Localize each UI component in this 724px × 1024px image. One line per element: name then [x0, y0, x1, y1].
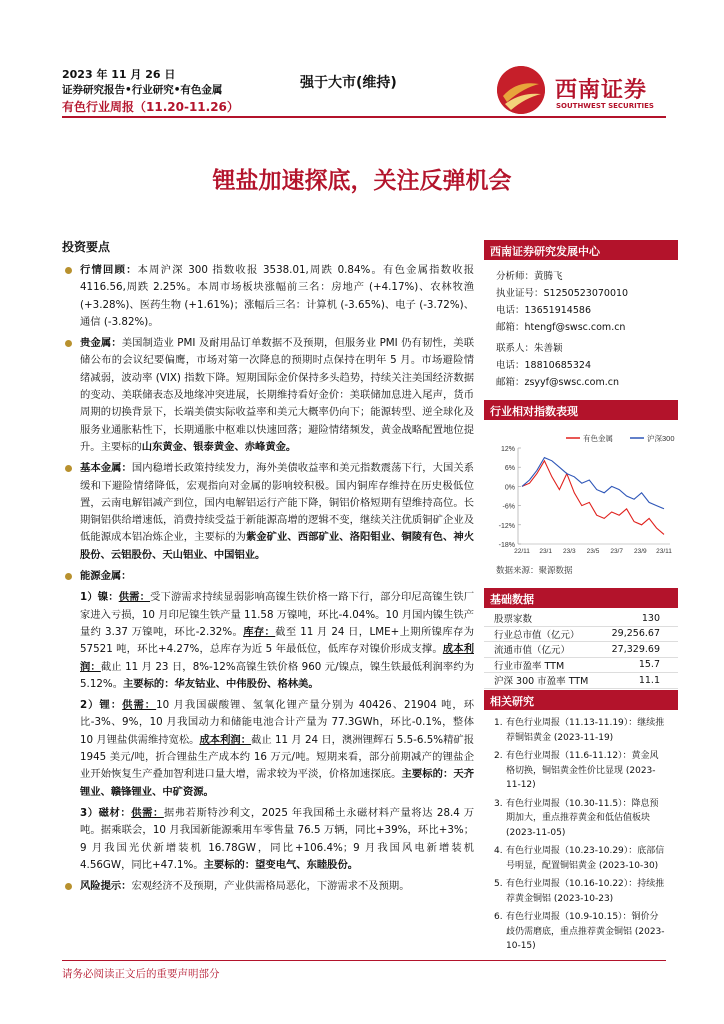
x-tick-label: 23/3: [563, 548, 576, 555]
bullet-icon: [65, 573, 72, 580]
bullet-icon: [65, 267, 72, 274]
related-title[interactable]: 有色行业周报（10.30-11.5）：降息预期加大，重点推荐黄金和低估值板块 (2023-11-05): [506, 798, 659, 838]
sidebar-head-basic: 基础数据: [484, 588, 678, 608]
related-research-item[interactable]: [484, 797, 678, 841]
section-title: 投资要点: [62, 240, 111, 254]
sidebar-head-research-center: 西南证券研究发展中心: [484, 240, 678, 260]
company-logo-icon: [497, 66, 545, 114]
basic-data-value: 130: [641, 612, 660, 624]
x-tick-label: 23/9: [634, 548, 647, 555]
sub-magnet: 3）磁材：供需：据弗若斯特沙利文，2025 年我国稀土永磁材料产量将达 28.4 万吨。据乘联会，10 月我国新能源乘用车零售量 76.5 万辆，同比+39%，环比+3%；9 月我国光伏新增装机 16.78GW，同比+106.4%；9 月我国风电新增装机 4.56GW，同比+47.1%。主要标的：望变电气、东睦股份。: [80, 806, 475, 871]
basic-data-key: 行业总市值（亿元）: [494, 629, 580, 641]
legend-label: 沪深300: [647, 434, 675, 443]
related-number: 4.: [494, 846, 503, 856]
sidebar-head-chart: 行业相对指数表现: [484, 400, 678, 420]
report-date: 2023 年 11 月 26 日: [62, 68, 176, 81]
x-tick-label: 23/7: [610, 548, 623, 555]
point-energy-metals: [62, 568, 474, 585]
sidebar-basic-data: [484, 588, 678, 689]
analyst-phone: 电话：13651914586: [496, 305, 591, 316]
basic-data-row: [484, 673, 678, 689]
company-logo-text: 西南证券: [555, 77, 648, 103]
related-research-item[interactable]: [484, 716, 678, 745]
basic-data-value: 29,256.67: [611, 628, 660, 640]
analyst-email: 邮箱：htengf@swsc.com.cn: [496, 322, 626, 333]
disclaimer-note[interactable]: 请务必阅读正文后的重要声明部分: [62, 968, 220, 980]
basic-data-key: 股票家数: [494, 614, 533, 626]
sidebar-head-related: 相关研究: [484, 690, 678, 710]
industry-rating: 强于大市(维持): [300, 75, 397, 91]
bullet-icon: [65, 883, 72, 890]
y-tick-label: 0%: [504, 484, 515, 492]
related-research-item[interactable]: [484, 910, 678, 954]
footer-divider: [62, 960, 666, 961]
point-market-review: [62, 262, 474, 331]
legend-label: 有色金属: [583, 434, 613, 443]
report-type: 证券研究报告•行业研究•有色金属: [62, 84, 223, 96]
targets-label: 主要标的: [100, 440, 142, 453]
sidebar-related: [484, 690, 678, 958]
point-precious-metals: [62, 335, 474, 456]
related-number: 2.: [494, 751, 503, 761]
basic-data-key: 行业市盈率 TTM: [494, 660, 565, 672]
related-research-item[interactable]: [484, 877, 678, 906]
point-text: 宏观经济不及预期，产业供需格局恶化，下游需求不及预期。: [131, 880, 410, 893]
basic-data-row: [484, 627, 678, 643]
report-title: 锂盐加速探底，关注反弹机会: [212, 168, 512, 194]
relative-index-chart: [484, 420, 678, 560]
point-risk: [62, 878, 474, 895]
related-number: 3.: [494, 798, 503, 809]
contact-phone: 电话：18810685324: [496, 360, 591, 371]
basic-data-value: 11.1: [638, 674, 660, 686]
basic-data-row: [484, 611, 678, 627]
related-number: 1.: [494, 718, 503, 728]
related-title[interactable]: 有色行业周报（11.6-11.12）：黄金风格切换，铜铝黄金性价比显现 (2023-11-12): [506, 751, 659, 790]
chart-source: 数据来源：聚源数据: [496, 566, 573, 576]
related-title[interactable]: 有色行业周报（10.23-10.29）：底部信号明显，配置铜铝黄金 (2023-10-30): [506, 846, 665, 871]
point-text: 国内稳增长政策持续发力，海外美债收益率和美元指数震荡下行，大国关系缓和下避险情绪降低，宏观指向对金属的影响较积极。国内铜库存维持在历史极低位置，云南电解铝减产到位，国内电解铝运行产能下降，铜铝价格短期有望维持高位。长期铜铝供给增速低，消费持续受益于新能源高增的逻辑不变，继续关注优质铜矿企业及低能源成本铝冶炼企业，: [80, 462, 475, 544]
x-tick-label: 23/5: [586, 548, 600, 555]
analyst-name: 分析师：黄腾飞: [496, 271, 563, 282]
targets: 紫金矿业、西部矿业、洛阳钼业、铜陵有色、神火股份、云铝股份、天山铝业、中国铝业。: [80, 531, 475, 561]
targets-label: 主要标的: [194, 531, 236, 544]
point-label: 贵金属：: [80, 337, 122, 350]
sub-nickel: 1）镍：供需：受下游需求持续显弱影响高镍生铁价格一路下行，部分印尼高镍生铁厂家进入亏损，10 月印尼镍生铁产量 11.58 万镍吨，环比-4.04%。10 月国内镍生铁产量约 3.37 万镍吨，环比-2.32%。库存：截至 11 月 24 日，LME+上期所镍库存为 57521 吨，环比+4.27%，总库存为近 5 年最低位，低库存对镍价形成支撑。成本利润：截止 11 月 23 日，8%-12%高镍生铁价格 960 元/镍点，镍生铁最低利润率约为 5.12%。主要标的：华友钴业、中伟股份、格林美。: [80, 591, 475, 690]
x-tick-label: 23/1: [539, 548, 552, 555]
basic-data-row: [484, 642, 678, 658]
basic-data-row: [484, 658, 678, 674]
bullet-icon: [65, 340, 72, 347]
related-title[interactable]: 有色行业周报（11.13-11.19）：继续推荐铜铝黄金 (2023-11-19): [506, 718, 665, 743]
basic-data-key: 流通市值（亿元）: [494, 645, 571, 657]
basic-data-value: 15.7: [638, 659, 660, 671]
related-research-item[interactable]: [484, 749, 678, 793]
point-text: 美国制造业 PMI 及耐用品订单数据不及预期，但服务业 PMI 仍有韧性，美联储公布的会议纪要偏鹰，市场对第一次降息的预期时点保持在明年 5 月。市场避险情绪减弱，波动率 (VIX) 指数下降。短期国际金价保持多头趋势，持续关注美国经济数据的变动、美联储表态及地缘冲突进展，长期维持看好金价：美联储加息进入尾声，货币周期的切换背景下，长端美债实际收益率和美元大概率仍向下；能源转型、逆全球化及服务业通胀粘性下，长期通胀中枢难以快速回落；避险情绪频发，黄金战略配置地位提升。: [80, 337, 475, 453]
y-tick-label: 12%: [500, 446, 515, 453]
weekly-label: 有色行业周报（11.20-11.26）: [62, 100, 239, 114]
analyst-cert: 执业证号：S1250523070010: [496, 288, 629, 299]
sidebar-analyst: [484, 240, 678, 391]
related-number: 6.: [494, 912, 503, 922]
sub-lithium: 2）锂：供需：10 月我国碳酸锂、氢氧化锂产量分别为 40426、21904 吨，环比-3%、9%，10 月我国动力和储能电池合计产量为 77.3GWh，环比-0.1%，整体 10 月锂盐供需维持宽松。成本利润：截止 11 月 24 日，澳洲锂辉石 5.5-6.5%精矿报 1945 美元/吨，折合锂盐生产成本约 16 万元/吨。短期来看，部分前期减产的锂盐企业开始恢复生产叠加智利进口量大增，需求较为平淡，价格加速探底。主要标的：天齐锂业、赣锋锂业、中矿资源。: [80, 699, 475, 798]
header-divider: [62, 116, 666, 118]
y-tick-label: -6%: [502, 503, 515, 511]
point-label: 风险提示：: [80, 880, 132, 893]
basic-data-key: 沪深 300 市盈率 TTM: [494, 676, 589, 688]
related-research-item[interactable]: [484, 844, 678, 873]
main-content: [62, 262, 474, 899]
basic-data-value: 27,329.69: [611, 643, 660, 655]
y-tick-label: -12%: [498, 522, 515, 530]
x-tick-label: 22/11: [514, 548, 530, 555]
contact-email: 邮箱：zsyyf@swsc.com.cn: [496, 377, 619, 388]
y-tick-label: -18%: [498, 542, 515, 549]
point-base-metals: 基本金属：国内稳增长政策持续发力，海外美债收益率和美元指数震荡下行，大国关系缓和下避险情绪降低，宏观指向对金属的影响较积极。国内铜库存维持在历史极低位置，云南电解铝减产到位，国内电解铝运行产能下降，铜铝价格短期有望维持高位。长期铜铝供给增速低，消费持续受益于新能源高增的逻辑不变，继续关注优质铜矿企业及低能源成本铝冶炼企业，主要标的为紫金矿业、西部矿业、洛阳钼业、铜陵有色、神火股份、云铝股份、天山铝业、中国铝业。: [62, 460, 474, 564]
point-label: 能源金属：: [80, 570, 132, 583]
point-text: 本周沪深 300 指数收报 3538.01,周跌 0.84%。有色金属指数收报 4116.56,周跌 2.25%。本周市场板块涨幅前三名：房地产 (+4.17%)、农林牧渔 (+3.28%)、医药生物 (+1.61%)；涨幅后三名：计算机 (-3.65%)、电子 (-3.72%)、通信 (-3.82%)。: [80, 264, 475, 328]
sidebar-chart: [484, 400, 678, 576]
company-logo-english: SOUTHWEST SECURITIES: [556, 102, 654, 110]
x-tick-label: 23/11: [656, 548, 672, 555]
series-line-nonferrous: [522, 461, 664, 535]
y-tick-label: 6%: [504, 465, 515, 473]
point-label: 行情回顾：: [80, 264, 138, 276]
targets: 山东黄金、银泰黄金、赤峰黄金。: [141, 440, 297, 453]
related-number: 5.: [494, 879, 503, 889]
point-label: 基本金属：: [80, 462, 132, 475]
related-title[interactable]: 有色行业周报（10.16-10.22）：持续推荐黄金铜铝 (2023-10-23): [506, 879, 665, 904]
contact-name: 联系人：朱善颖: [496, 343, 563, 354]
series-line-csi300: [522, 458, 664, 509]
related-title[interactable]: 有色行业周报（10.9-10.15）：铜价分歧仍需磨底，重点推荐黄金铜铝 (2023-10-15): [506, 912, 665, 951]
bullet-icon: [65, 465, 72, 472]
